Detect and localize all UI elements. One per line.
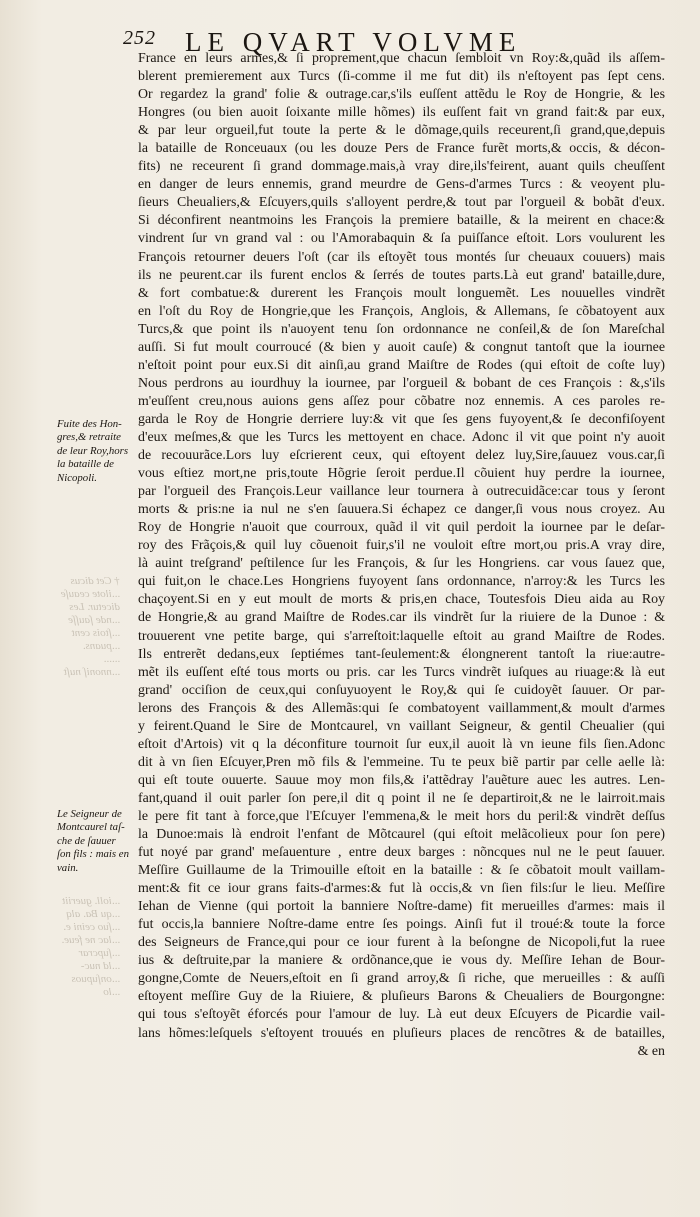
text-line: là auint treſgrand' peſtilence ſur les François, & ſur les Hongriens. car vous ſauez que,: [138, 556, 665, 572]
text-line: François retourner deuers l'oſt (car ils eſtoyẽt tous montés ſur cheuaux couuers) mais: [138, 249, 665, 265]
text-line: ment:& fit ce iour grans faits-d'armes:& fut là occis,& vn ſien fils:ſur le lieu. Meſſire: [138, 881, 665, 897]
text-line: lerons des François & des Allemãs:qui ſe combatoyent vaillamment,& moult d'armes: [138, 700, 665, 716]
text-line: fits) ne receurent ſi grand dommage.mais,à vray dire,ils'feirent, auant quils cheuſſent: [138, 159, 665, 175]
text-line: en danger de leurs ennemis, grand meurdre de Gens-d'armes Turcs : & veoyent plu-: [138, 177, 665, 193]
text-line: roy des Frãçois,& quil luy cõuenoit fuir,s'il ne vouloit eſtre mort,ou pris.A vray dire,: [138, 538, 665, 554]
text-line: chaçoyent.Si en y eut moult de morts & pris,en chace, Toutesfois Dieu aida au Roy: [138, 592, 665, 608]
text-line: morts & pris:ne ia nul ne s'en ſauuera.Si échapez ce danger,ſi vous nous croyez. Au: [138, 502, 665, 518]
text-line: Ils entrerẽt dedans,eux ſeptiémes tant-ſeulement:& élongnerent tantoſt la riue:autre-: [138, 646, 665, 662]
text-line: qui eſt toute ouuerte. Sauue moy mon fils,& i'attẽdray l'auẽture auec les autres. Len-: [138, 772, 665, 788]
text-line: d'eux meſmes,& que les Turcs les mettoyent en chace. Adonc il vit que point n'y auoit: [138, 429, 665, 445]
text-line: France en leurs armes,& ſi proprement,que chacun ſembloit vn Roy:&,quãd ils aſſem-: [138, 51, 665, 66]
text-line: lans hõmes:leſquels s'eſtoyent trouués en pluſieurs places de rencõtres & de batailles,: [138, 1025, 665, 1041]
margin-note-line: Montcaurel taſ-: [57, 821, 125, 834]
margin-note-line: ſon fils : mais en: [57, 848, 129, 861]
text-line: mẽt ils euſſent eſté tous morts ou pris. car les Turcs vindrẽt iuſques au riuage:& là eut: [138, 664, 665, 680]
text-line: Or regardez la grand' folie & outrage.car,s'ils euſſent attẽdu le Roy de Hongrie, & les: [138, 87, 665, 103]
text-line: Roy de Hongrie n'auoit que courroux, quãd il vit quil perdoit la iournee par le deſar-: [138, 520, 665, 536]
margin-note-hungarian-flight: [57, 418, 135, 485]
text-line: par l'orgueil des François.Leur vaillance leur tournera à outrecuidãce:car tous y ſeront: [138, 484, 665, 500]
margin-note-line: Fuite des Hon-: [57, 418, 122, 430]
text-line: garda le Roy de Hongrie derriere luy:& vit que ſes gens fuyoyent,& ſe deconfiſoyent: [138, 411, 665, 427]
margin-note-line: gres,& retraite: [57, 431, 121, 444]
text-line: des Seigneurs de France,qui pour ce iour furent à la beſongne de Nicopoli,fut la ruee: [138, 935, 665, 951]
catchword: & en: [637, 1043, 665, 1059]
show-through-text: † Cet dicus ...ilote ceauſe dicetur. Les ...nde ſauſſe ...ſtois cent ...puans. ...... ...nnoniſ nuſt: [60, 575, 120, 678]
text-line: ius & deſtruite,par la maniere & ordõnance,que ie vous dy. Meſſire Iehan de Bour-: [138, 953, 665, 969]
text-line: fant,quand il ouit parler ſon pere,il dit q point il ne ſe departiroit,& ne le lairroit.mais: [138, 790, 665, 806]
text-line: ſieurs Cheualiers,& Eſcuyers,quils s'alloyent perdre,& tout par l'orgueil & bobãt d'eux.: [138, 195, 665, 211]
text-line: fut occis,la banniere Noſtre-dame entre ſes poings. Ainſi fut il troué:& toute la force: [138, 917, 665, 933]
text-line: ils ne peurent.car ils furent enclos & ſerrés de toutes parts.Là eut grand' bataille,dure,: [138, 267, 665, 283]
text-line: en l'oſt du Roy de Hongrie,que les François, Anglois, & Allemans, ſe cõbatoyent aux: [138, 303, 665, 319]
running-title: LE QVART VOLVME: [185, 27, 522, 57]
text-line: le pere fit tant à force,que l'Eſcuyer l'emmena,& le meit hors du peril:& vindrẽt deſſus: [138, 808, 665, 824]
text-line: vous eſtiez mort,ne pris,toute Hõgrie ſeroit perdue.Il cõuient huy perdre la iournee,: [138, 466, 665, 482]
text-line: grand' occiſion de ceux,qui conſuyuoyent le Roy,& qui ſe cuidoyẽt ſauuer. Or par-: [138, 682, 665, 698]
text-line: de recouurãce.Lors luy eſcrierent ceux, qui eſtoyent delez luy,Sire,ſauuez vous.car,ſi: [138, 448, 665, 464]
margin-note-line: vain.: [57, 861, 79, 874]
margin-note-line: Le Seigneur de: [57, 808, 122, 820]
margin-note-line: de leur Roy,hors: [57, 444, 129, 457]
text-line: qui fuit,on le chace.Les Hongriens fuyoyent ſans ordonnance, n'arroy:& les Turcs les: [138, 574, 665, 590]
text-line: dit à vn ſien Eſcuyer,Pren mõ fils & l'emmeine. Tu te peux biẽ partir par celle aelle là:: [138, 754, 665, 770]
text-line: de Hongrie,& au grand Maiſtre de Rodes.car ils vindrẽt ſur la riuiere de la Dunoe : &: [138, 610, 665, 626]
text-line: eſtoyent meſſire Guy de la Riuiere, & pluſieurs Barons & Cheualiers de Bourgongne:: [138, 989, 665, 1005]
text-line: fut noyé par grand' meſauenture , entre deux barges : nõncques nul ne le peut ſauuer.: [138, 845, 665, 861]
margin-note-line: la bataille de: [57, 458, 114, 471]
text-line: m'euſſent creu,nous auions gens aſſez pour cõbatre noz ennemis. A ces paroles re-: [138, 393, 665, 409]
margin-note-line: che de ſauuer: [57, 834, 116, 847]
text-line: & fort combatue:& durerent les François moult longuemẽt. Les nouuelles vindrẽt: [138, 285, 665, 301]
text-line: Iehan de Vienne (qui portoit la banniere Noſtre-dame) fit merueilles d'armes: mais il: [138, 899, 665, 915]
text-line: qui tous s'eſtoyẽt éforcés pour l'amour de luy. Là eut deux Eſcuyers de Picardie vail-: [138, 1007, 665, 1023]
main-text-block: [138, 50, 665, 1061]
margin-note-line: Nicopoli.: [57, 471, 97, 484]
text-line: eſtoit d'Artois) vit q la déconfiture tournoit ſur eux,il auoit là vn ieune fils ſien.Adonc: [138, 736, 665, 752]
margin-note-montcaurel: [57, 808, 135, 875]
text-line: & par leur orgueil,fut toute la perte & le dõmage,quils receurent,ſi grand,que,depuis: [138, 123, 665, 139]
text-line: la bataille de Ronceuaux (ou les douze Pers de France furẽt morts,& occis, & décon-: [138, 141, 665, 157]
show-through-text-2: ...ioll. gueriit ...qu Ba. alq ...ſuo ceini e. ...lac ne feue. ...ſupcrar ...ld nuc- ...onſupuos ...lo: [61, 895, 120, 998]
text-line: Nous perdrons au iourdhuy la iournee, par l'orgueil & bobant de ces François : &,s'ils: [138, 375, 665, 391]
text-line: gongne,Comte de Neuers,eſtoit en ſi grand arroy,& ſi riche, que merueilles : & auſſi: [138, 971, 665, 987]
text-line: trouuerent vne petite barge, qui s'arreſtoit:laquelle eſtoit au grand Maiſtre de Rodes.: [138, 628, 665, 644]
text-line: auſſi. Si fut moult courroucé (& bien y auoit cauſe) & congnut tantoſt que la iournee: [138, 339, 665, 355]
text-line: la Dunoe:mais là endroit l'enfant de Mõtcaurel (qui eſtoit melãcolieux pour ſon pere): [138, 827, 665, 843]
text-line: Turcs,& que point ils n'auoyent tenu ſon ordonnance ne conſeil,& de ſon Mareſchal: [138, 321, 665, 337]
text-line: n'eſtoit point pour eux.Si dit ainſi,au grand Maiſtre de Rodes (qui eſtoit de coſte luy): [138, 357, 665, 373]
text-line: blerent premierement aux Turcs (ſi-comme il me fut dit) ils n'eſtoyent pas ſept cens.: [138, 69, 665, 85]
text-line: Meſſire Guillaume de la Trimouille eſtoit en la bataille : & ſe cõbatoit moult vaillam-: [138, 863, 665, 879]
text-line: y feirent.Quand le Sire de Montcaurel, vn vaillant Seigneur, & gentil Cheualier (qui: [138, 718, 665, 734]
text-line: Hongres (ou bien auoit ſoixante mille hõmes) ils euſſent fait vn grand fait:& par eux,: [138, 105, 665, 121]
text-line: Si déconfirent neantmoins les François la premiere bataille, & la meirent en chace:&: [138, 213, 665, 229]
text-line: vindrent ſur vn grand val : ou l'Amorabaquin & ſa puiſſance eſtoit. Lors voulurent les: [138, 231, 665, 247]
page-number: 252: [123, 27, 156, 49]
